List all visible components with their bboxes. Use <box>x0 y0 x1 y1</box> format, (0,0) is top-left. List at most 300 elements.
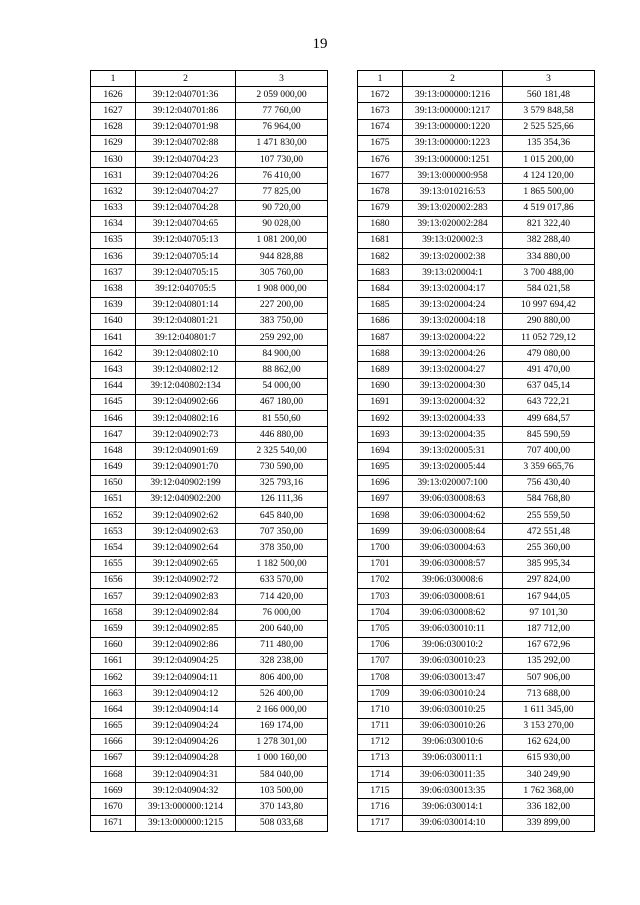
row-number-cell: 1627 <box>91 103 136 119</box>
value-cell: 1 762 368,00 <box>503 783 595 799</box>
table-row <box>358 572 595 588</box>
cadastral-number-cell: 39:13:020007:100 <box>403 475 503 491</box>
row-number-cell: 1697 <box>358 491 403 507</box>
value-cell: 633 570,00 <box>236 572 328 588</box>
cadastral-number-cell: 39:12:040902:199 <box>136 475 236 491</box>
row-number-cell: 1694 <box>358 443 403 459</box>
table-row <box>91 718 328 734</box>
row-number-cell: 1633 <box>91 200 136 216</box>
cadastral-number-cell: 39:12:040802:12 <box>136 362 236 378</box>
value-cell: 76 410,00 <box>236 168 328 184</box>
header-cell: 2 <box>136 71 236 87</box>
cadastral-number-cell: 39:06:030008:61 <box>403 589 503 605</box>
row-number-cell: 1673 <box>358 103 403 119</box>
table-row <box>91 589 328 605</box>
cadastral-number-cell: 39:13:000000:1251 <box>403 151 503 167</box>
cadastral-number-cell: 39:06:030011:1 <box>403 750 503 766</box>
value-cell: 1 015 200,00 <box>503 151 595 167</box>
row-number-cell: 1644 <box>91 378 136 394</box>
cadastral-number-cell: 39:12:040902:200 <box>136 491 236 507</box>
table-row <box>358 621 595 637</box>
table-row <box>358 799 595 815</box>
table-row <box>358 443 595 459</box>
value-cell: 2 166 000,00 <box>236 702 328 718</box>
header-cell: 1 <box>358 71 403 87</box>
cadastral-number-cell: 39:12:040902:72 <box>136 572 236 588</box>
table-row <box>91 362 328 378</box>
row-number-cell: 1641 <box>91 330 136 346</box>
table-row <box>358 540 595 556</box>
table-row <box>91 637 328 653</box>
value-cell: 730 590,00 <box>236 459 328 475</box>
table-row <box>91 119 328 135</box>
value-cell: 54 000,00 <box>236 378 328 394</box>
cadastral-number-cell: 39:06:030008:62 <box>403 605 503 621</box>
cadastral-number-cell: 39:13:000000:958 <box>403 168 503 184</box>
value-cell: 4 519 017,86 <box>503 200 595 216</box>
row-number-cell: 1674 <box>358 119 403 135</box>
row-number-cell: 1639 <box>91 297 136 313</box>
cadastral-number-cell: 39:12:040902:65 <box>136 556 236 572</box>
value-cell: 378 350,00 <box>236 540 328 556</box>
cadastral-number-cell: 39:12:040704:23 <box>136 151 236 167</box>
left-table <box>90 70 328 832</box>
cadastral-number-cell: 39:13:020004:30 <box>403 378 503 394</box>
value-cell: 2 525 525,66 <box>503 119 595 135</box>
row-number-cell: 1638 <box>91 281 136 297</box>
table-row <box>91 378 328 394</box>
row-number-cell: 1695 <box>358 459 403 475</box>
row-number-cell: 1702 <box>358 572 403 588</box>
cadastral-number-cell: 39:12:040904:32 <box>136 783 236 799</box>
table-row <box>91 605 328 621</box>
cadastral-number-cell: 39:12:040904:25 <box>136 653 236 669</box>
cadastral-number-cell: 39:06:030008:57 <box>403 556 503 572</box>
value-cell: 103 500,00 <box>236 783 328 799</box>
table-row <box>358 718 595 734</box>
table-row <box>358 459 595 475</box>
table-row <box>358 346 595 362</box>
row-number-cell: 1668 <box>91 767 136 783</box>
row-number-cell: 1651 <box>91 491 136 507</box>
cadastral-number-cell: 39:12:040904:14 <box>136 702 236 718</box>
cadastral-number-cell: 39:13:020002:283 <box>403 200 503 216</box>
table-row <box>358 702 595 718</box>
table-row <box>91 151 328 167</box>
value-cell: 162 624,00 <box>503 734 595 750</box>
table-row <box>358 524 595 540</box>
cadastral-number-cell: 39:06:030014:10 <box>403 815 503 831</box>
row-number-cell: 1704 <box>358 605 403 621</box>
row-number-cell: 1666 <box>91 734 136 750</box>
cadastral-number-cell: 39:13:020002:38 <box>403 249 503 265</box>
value-cell: 339 899,00 <box>503 815 595 831</box>
value-cell: 187 712,00 <box>503 621 595 637</box>
cadastral-number-cell: 39:13:020004:27 <box>403 362 503 378</box>
table-row <box>91 184 328 200</box>
table-row <box>91 572 328 588</box>
row-number-cell: 1677 <box>358 168 403 184</box>
table-row <box>91 216 328 232</box>
row-number-cell: 1701 <box>358 556 403 572</box>
right-table-body <box>358 87 595 832</box>
row-number-cell: 1710 <box>358 702 403 718</box>
cadastral-number-cell: 39:12:040705:5 <box>136 281 236 297</box>
value-cell: 227 200,00 <box>236 297 328 313</box>
table-row <box>358 427 595 443</box>
value-cell: 126 111,36 <box>236 491 328 507</box>
table-row <box>358 378 595 394</box>
table-row <box>91 702 328 718</box>
row-number-cell: 1685 <box>358 297 403 313</box>
table-row <box>91 799 328 815</box>
row-number-cell: 1646 <box>91 410 136 426</box>
cadastral-number-cell: 39:12:040704:65 <box>136 216 236 232</box>
row-number-cell: 1663 <box>91 686 136 702</box>
row-number-cell: 1691 <box>358 394 403 410</box>
table-row <box>358 249 595 265</box>
cadastral-number-cell: 39:12:040802:16 <box>136 410 236 426</box>
cadastral-number-cell: 39:13:000000:1217 <box>403 103 503 119</box>
table-row <box>358 475 595 491</box>
cadastral-number-cell: 39:06:030008:64 <box>403 524 503 540</box>
table-row <box>358 750 595 766</box>
value-cell: 259 292,00 <box>236 330 328 346</box>
value-cell: 713 688,00 <box>503 686 595 702</box>
table-row <box>91 346 328 362</box>
table-row <box>358 734 595 750</box>
header-cell: 3 <box>503 71 595 87</box>
table-row <box>358 168 595 184</box>
table-row <box>358 200 595 216</box>
value-cell: 97 101,30 <box>503 605 595 621</box>
value-cell: 479 080,00 <box>503 346 595 362</box>
table-row <box>91 508 328 524</box>
row-number-cell: 1628 <box>91 119 136 135</box>
value-cell: 297 824,00 <box>503 572 595 588</box>
cadastral-number-cell: 39:12:040704:28 <box>136 200 236 216</box>
table-row <box>358 589 595 605</box>
cadastral-number-cell: 39:12:040904:24 <box>136 718 236 734</box>
cadastral-number-cell: 39:12:040904:11 <box>136 669 236 685</box>
row-number-cell: 1717 <box>358 815 403 831</box>
table-row <box>91 767 328 783</box>
row-number-cell: 1699 <box>358 524 403 540</box>
value-cell: 756 430,40 <box>503 475 595 491</box>
cadastral-number-cell: 39:12:040901:69 <box>136 443 236 459</box>
row-number-cell: 1678 <box>358 184 403 200</box>
row-number-cell: 1681 <box>358 232 403 248</box>
row-number-cell: 1635 <box>91 232 136 248</box>
cadastral-number-cell: 39:12:040801:14 <box>136 297 236 313</box>
row-number-cell: 1714 <box>358 767 403 783</box>
cadastral-number-cell: 39:06:030013:35 <box>403 783 503 799</box>
cadastral-number-cell: 39:13:000000:1220 <box>403 119 503 135</box>
row-number-cell: 1713 <box>358 750 403 766</box>
table-row <box>358 265 595 281</box>
row-number-cell: 1626 <box>91 87 136 103</box>
cadastral-number-cell: 39:12:040801:21 <box>136 313 236 329</box>
table-row <box>91 87 328 103</box>
row-number-cell: 1715 <box>358 783 403 799</box>
table-row <box>358 669 595 685</box>
table-row <box>358 151 595 167</box>
table-row <box>91 394 328 410</box>
value-cell: 3 359 665,76 <box>503 459 595 475</box>
table-row <box>358 508 595 524</box>
left-table-body <box>91 87 328 832</box>
row-number-cell: 1676 <box>358 151 403 167</box>
cadastral-number-cell: 39:13:020002:3 <box>403 232 503 248</box>
value-cell: 200 640,00 <box>236 621 328 637</box>
table-row <box>358 556 595 572</box>
cadastral-number-cell: 39:12:040702:88 <box>136 135 236 151</box>
cadastral-number-cell: 39:12:040904:26 <box>136 734 236 750</box>
value-cell: 707 400,00 <box>503 443 595 459</box>
value-cell: 2 325 540,00 <box>236 443 328 459</box>
table-row <box>91 734 328 750</box>
value-cell: 1 278 301,00 <box>236 734 328 750</box>
value-cell: 135 354,36 <box>503 135 595 151</box>
value-cell: 806 400,00 <box>236 669 328 685</box>
header-cell: 2 <box>403 71 503 87</box>
cadastral-number-cell: 39:13:000000:1223 <box>403 135 503 151</box>
value-cell: 382 288,40 <box>503 232 595 248</box>
value-cell: 645 840,00 <box>236 508 328 524</box>
table-row <box>358 135 595 151</box>
cadastral-number-cell: 39:06:030010:6 <box>403 734 503 750</box>
row-number-cell: 1689 <box>358 362 403 378</box>
row-number-cell: 1650 <box>91 475 136 491</box>
value-cell: 707 350,00 <box>236 524 328 540</box>
value-cell: 3 579 848,58 <box>503 103 595 119</box>
value-cell: 1 000 160,00 <box>236 750 328 766</box>
cadastral-number-cell: 39:06:030010:24 <box>403 686 503 702</box>
value-cell: 507 906,00 <box>503 669 595 685</box>
table-row <box>91 783 328 799</box>
value-cell: 711 480,00 <box>236 637 328 653</box>
row-number-cell: 1659 <box>91 621 136 637</box>
value-cell: 90 720,00 <box>236 200 328 216</box>
value-cell: 305 760,00 <box>236 265 328 281</box>
row-number-cell: 1675 <box>358 135 403 151</box>
value-cell: 167 672,96 <box>503 637 595 653</box>
value-cell: 499 684,57 <box>503 410 595 426</box>
table-row <box>91 524 328 540</box>
cadastral-number-cell: 39:12:040902:84 <box>136 605 236 621</box>
row-number-cell: 1630 <box>91 151 136 167</box>
cadastral-number-cell: 39:12:040801:7 <box>136 330 236 346</box>
table-row <box>358 87 595 103</box>
table-row <box>91 653 328 669</box>
cadastral-number-cell: 39:12:040902:66 <box>136 394 236 410</box>
row-number-cell: 1658 <box>91 605 136 621</box>
cadastral-number-cell: 39:06:030010:11 <box>403 621 503 637</box>
cadastral-number-cell: 39:06:030010:26 <box>403 718 503 734</box>
value-cell: 370 143,80 <box>236 799 328 815</box>
value-cell: 1 471 830,00 <box>236 135 328 151</box>
value-cell: 255 559,50 <box>503 508 595 524</box>
row-number-cell: 1652 <box>91 508 136 524</box>
row-number-cell: 1649 <box>91 459 136 475</box>
value-cell: 1 182 500,00 <box>236 556 328 572</box>
table-row <box>91 281 328 297</box>
table-row <box>358 783 595 799</box>
value-cell: 81 550,60 <box>236 410 328 426</box>
value-cell: 167 944,05 <box>503 589 595 605</box>
cadastral-number-cell: 39:06:030013:47 <box>403 669 503 685</box>
cadastral-number-cell: 39:13:020004:33 <box>403 410 503 426</box>
value-cell: 637 045,14 <box>503 378 595 394</box>
value-cell: 135 292,00 <box>503 653 595 669</box>
row-number-cell: 1643 <box>91 362 136 378</box>
table-row <box>91 750 328 766</box>
cadastral-number-cell: 39:06:030010:23 <box>403 653 503 669</box>
cadastral-number-cell: 39:13:020004:22 <box>403 330 503 346</box>
value-cell: 472 551,48 <box>503 524 595 540</box>
cadastral-number-cell: 39:12:040902:85 <box>136 621 236 637</box>
cadastral-number-cell: 39:13:000000:1216 <box>403 87 503 103</box>
value-cell: 615 930,00 <box>503 750 595 766</box>
row-number-cell: 1688 <box>358 346 403 362</box>
cadastral-number-cell: 39:13:020004:18 <box>403 313 503 329</box>
table-row <box>358 297 595 313</box>
row-number-cell: 1655 <box>91 556 136 572</box>
cadastral-number-cell: 39:06:030010:25 <box>403 702 503 718</box>
page-number: 19 <box>312 36 328 52</box>
value-cell: 467 180,00 <box>236 394 328 410</box>
value-cell: 491 470,00 <box>503 362 595 378</box>
cadastral-number-cell: 39:13:010216:53 <box>403 184 503 200</box>
row-number-cell: 1692 <box>358 410 403 426</box>
value-cell: 255 360,00 <box>503 540 595 556</box>
cadastral-number-cell: 39:13:020005:44 <box>403 459 503 475</box>
cadastral-number-cell: 39:12:040802:10 <box>136 346 236 362</box>
row-number-cell: 1679 <box>358 200 403 216</box>
value-cell: 76 964,00 <box>236 119 328 135</box>
value-cell: 3 153 270,00 <box>503 718 595 734</box>
table-row <box>91 168 328 184</box>
table-row <box>91 232 328 248</box>
row-number-cell: 1657 <box>91 589 136 605</box>
value-cell: 944 828,88 <box>236 249 328 265</box>
value-cell: 2 059 000,00 <box>236 87 328 103</box>
row-number-cell: 1661 <box>91 653 136 669</box>
row-number-cell: 1637 <box>91 265 136 281</box>
row-number-cell: 1700 <box>358 540 403 556</box>
value-cell: 508 033,68 <box>236 815 328 831</box>
table-row <box>358 767 595 783</box>
value-cell: 1 611 345,00 <box>503 702 595 718</box>
row-number-cell: 1642 <box>91 346 136 362</box>
row-number-cell: 1667 <box>91 750 136 766</box>
table-row <box>358 491 595 507</box>
value-cell: 643 722,21 <box>503 394 595 410</box>
table-row <box>358 637 595 653</box>
row-number-cell: 1707 <box>358 653 403 669</box>
cadastral-number-cell: 39:13:020004:32 <box>403 394 503 410</box>
cadastral-number-cell: 39:12:040901:70 <box>136 459 236 475</box>
row-number-cell: 1672 <box>358 87 403 103</box>
value-cell: 334 880,00 <box>503 249 595 265</box>
cadastral-number-cell: 39:12:040902:62 <box>136 508 236 524</box>
value-cell: 10 997 694,42 <box>503 297 595 313</box>
row-number-cell: 1645 <box>91 394 136 410</box>
value-cell: 11 052 729,12 <box>503 330 595 346</box>
cadastral-number-cell: 39:06:030008:63 <box>403 491 503 507</box>
row-number-cell: 1664 <box>91 702 136 718</box>
table-row <box>91 540 328 556</box>
table-row <box>91 443 328 459</box>
table-row <box>358 362 595 378</box>
cadastral-number-cell: 39:12:040701:98 <box>136 119 236 135</box>
cadastral-number-cell: 39:12:040904:28 <box>136 750 236 766</box>
cadastral-number-cell: 39:12:040902:83 <box>136 589 236 605</box>
value-cell: 584 768,80 <box>503 491 595 507</box>
table-row <box>358 815 595 831</box>
right-table <box>357 70 595 832</box>
cadastral-number-cell: 39:12:040802:134 <box>136 378 236 394</box>
cadastral-number-cell: 39:12:040902:86 <box>136 637 236 653</box>
cadastral-number-cell: 39:12:040902:64 <box>136 540 236 556</box>
table-row <box>358 281 595 297</box>
value-cell: 169 174,00 <box>236 718 328 734</box>
row-number-cell: 1654 <box>91 540 136 556</box>
row-number-cell: 1662 <box>91 669 136 685</box>
cadastral-number-cell: 39:13:020005:31 <box>403 443 503 459</box>
table-row <box>358 605 595 621</box>
cadastral-number-cell: 39:13:020004:1 <box>403 265 503 281</box>
table-row <box>91 459 328 475</box>
table-row <box>91 686 328 702</box>
value-cell: 1 081 200,00 <box>236 232 328 248</box>
row-number-cell: 1705 <box>358 621 403 637</box>
cadastral-number-cell: 39:12:040705:13 <box>136 232 236 248</box>
cadastral-number-cell: 39:12:040904:12 <box>136 686 236 702</box>
value-cell: 714 420,00 <box>236 589 328 605</box>
row-number-cell: 1683 <box>358 265 403 281</box>
cadastral-number-cell: 39:13:020004:35 <box>403 427 503 443</box>
table-row <box>91 556 328 572</box>
row-number-cell: 1684 <box>358 281 403 297</box>
row-number-cell: 1693 <box>358 427 403 443</box>
row-number-cell: 1696 <box>358 475 403 491</box>
table-row <box>358 216 595 232</box>
row-number-cell: 1708 <box>358 669 403 685</box>
row-number-cell: 1682 <box>358 249 403 265</box>
row-number-cell: 1665 <box>91 718 136 734</box>
row-number-cell: 1647 <box>91 427 136 443</box>
cadastral-number-cell: 39:12:040701:36 <box>136 87 236 103</box>
cadastral-number-cell: 39:12:040904:31 <box>136 767 236 783</box>
row-number-cell: 1711 <box>358 718 403 734</box>
row-number-cell: 1648 <box>91 443 136 459</box>
row-number-cell: 1669 <box>91 783 136 799</box>
table-row <box>358 313 595 329</box>
table-row <box>91 410 328 426</box>
value-cell: 560 181,48 <box>503 87 595 103</box>
cadastral-number-cell: 39:06:030010:2 <box>403 637 503 653</box>
value-cell: 325 793,16 <box>236 475 328 491</box>
cadastral-number-cell: 39:06:030014:1 <box>403 799 503 815</box>
cadastral-number-cell: 39:13:000000:1215 <box>136 815 236 831</box>
value-cell: 77 760,00 <box>236 103 328 119</box>
table-row <box>91 313 328 329</box>
row-number-cell: 1712 <box>358 734 403 750</box>
row-number-cell: 1671 <box>91 815 136 831</box>
value-cell: 584 040,00 <box>236 767 328 783</box>
cadastral-number-cell: 39:12:040902:73 <box>136 427 236 443</box>
